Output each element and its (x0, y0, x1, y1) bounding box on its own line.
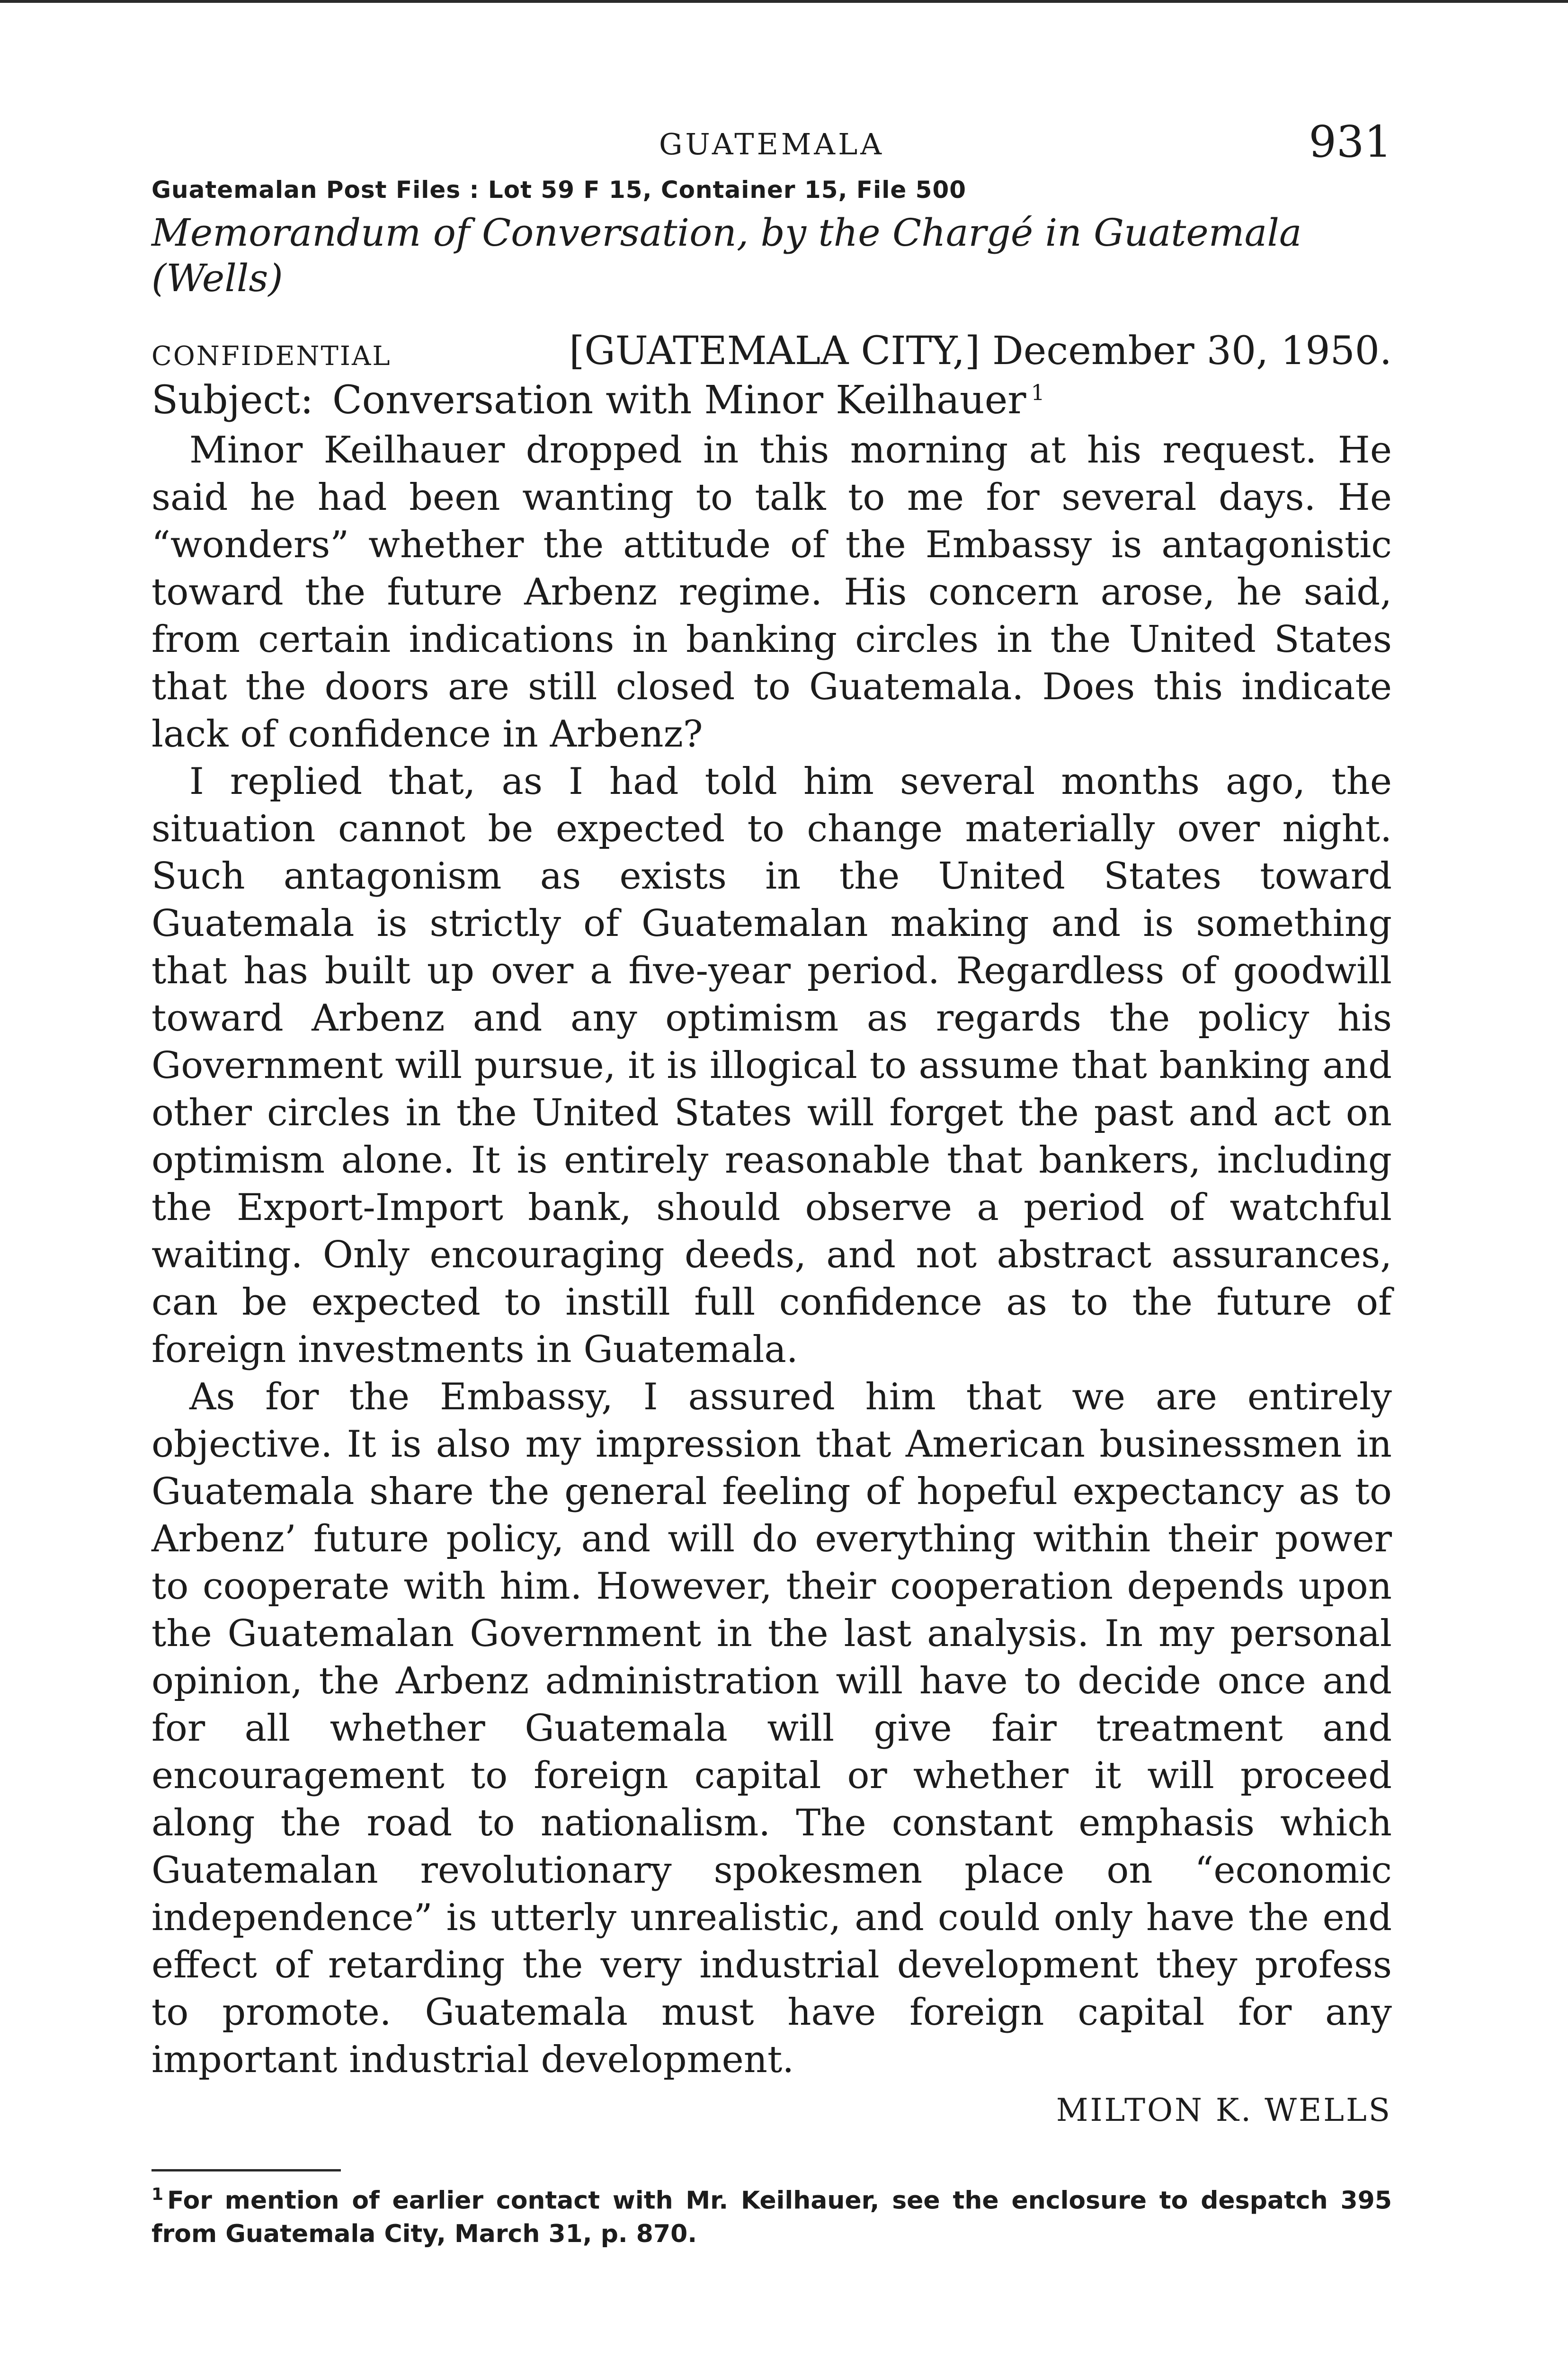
document-page (151, 114, 1392, 2251)
paragraph: I replied that, as I had told him several months ago, the situation cannot be expected to change materially over night. Such antagonism as exists in the United States toward Guatemala is strictly of Guatemalan making and is something that has built up over a five-year period. Regardless of goodwill toward Arbenz and any optimism as regards the policy his Government will pursue, it is illogical to assume that banking and other circles in the United States will forget the past and act on optimism alone. It is entirely reasonable that bankers, including the Export-Import bank, should observe a period of watchful waiting. Only encouraging deeds, and not abstract assurances, can be expected to instill full confidence as to the future of foreign investments in Guatemala. (151, 760, 1392, 1371)
footnote (151, 2178, 1392, 2250)
page-number: 931 (1309, 116, 1392, 167)
footnote-number: 1 (151, 2185, 164, 2205)
page-top-edge (0, 0, 1568, 3)
footnote-divider (151, 2169, 341, 2171)
classification-label: CONFIDENTIAL (151, 341, 392, 372)
memo-title: Memorandum of Conversation, by the Chargé in Guatemala (Wells) (151, 211, 1302, 300)
subject-label: Subject: (151, 378, 313, 423)
memo-body (151, 427, 1392, 2083)
source-citation: Guatemalan Post Files : Lot 59 F 15, Container 15, File 500 (151, 176, 967, 204)
running-title: GUATEMALA (659, 127, 885, 161)
signature: MILTON K. WELLS (1056, 2092, 1392, 2129)
paragraph: Minor Keilhauer dropped in this morning at his request. He said he had been wanting to talk to me for several days. He “wonders” whether the attitude of the Embassy is antagonistic toward the future Arbenz regime. His concern arose, he said, from certain indications in banking circles in the United States that the doors are still closed to Guatemala. Does this indicate lack of confidence in Arbenz? (151, 429, 1392, 756)
footnote-reference: 1 (1031, 379, 1045, 405)
footnote-text: For mention of earlier contact with Mr. Keilhauer, see the enclosure to despatch 395 from Guatemala City, March 31, p. 870. (151, 2186, 1392, 2248)
subject-line (151, 377, 1392, 424)
dateline (151, 329, 1392, 374)
running-head (151, 114, 1392, 166)
subject-text: Conversation with Minor Keilhauer (332, 378, 1026, 423)
place-date: [GUATEMALA CITY,] December 30, 1950. (569, 329, 1392, 374)
paragraph: As for the Embassy, I assured him that we are entirely objective. It is also my impression that American businessmen in Guatemala share the general feeling of hopeful expectancy as to Arbenz’ future policy, and will do everything within their power to cooperate with him. However, their cooperation depends upon the Guatemalan Government in the last analysis. In my personal opinion, the Arbenz administration will have to decide once and for all whether Guatemala will give fair treatment and encouragement to foreign capital or whether it will proceed along the road to nationalism. The constant emphasis which Guatemalan revolutionary spokesmen place on “economic independence” is utterly unrealistic, and could only have the end effect of retarding the very industrial development they profess to promote. Guatemala must have foreign capital for any important industrial development. (151, 1376, 1392, 2082)
